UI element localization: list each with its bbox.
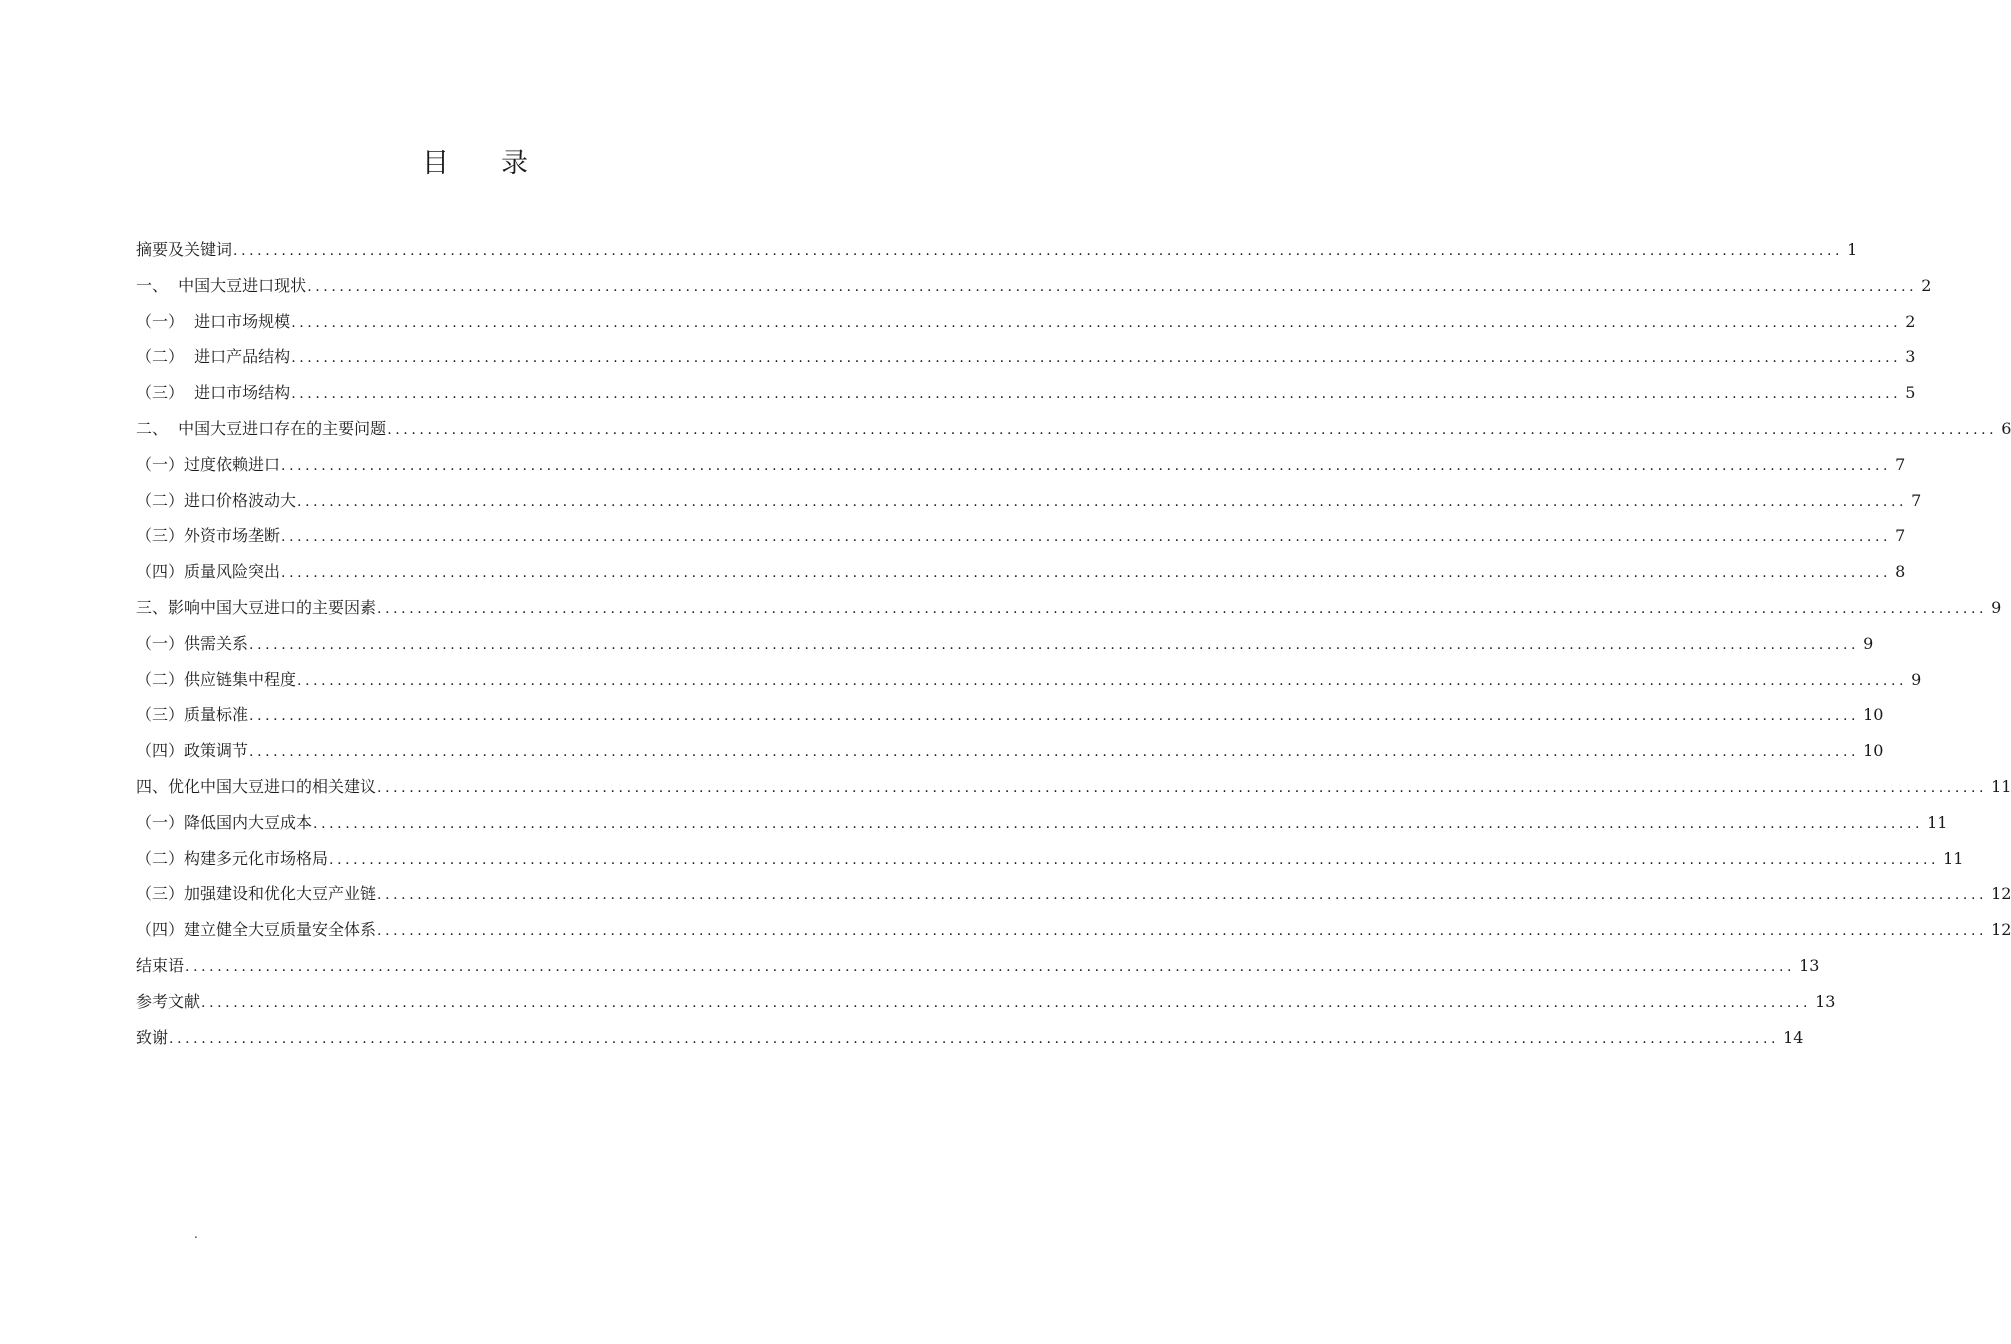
toc-page-number: 12 <box>1991 884 2011 904</box>
toc-entry[interactable] <box>136 304 1916 340</box>
toc-page-number: 9 <box>1911 669 1922 689</box>
toc-entry-label: 二、 中国大豆进口存在的主要问题 <box>136 418 387 438</box>
toc-entry-label: （二）构建多元化市场格局 <box>136 848 329 868</box>
toc-dot-leader: ........................................................................................................................................................................................................ <box>233 243 1844 259</box>
toc-entry-label: （三）外资市场垄断 <box>136 526 281 546</box>
table-of-contents <box>136 232 2011 1055</box>
toc-page-number: 10 <box>1863 741 1884 761</box>
toc-dot-leader: ........................................................................................................................................................................................................ <box>377 600 1988 617</box>
toc-entry-label: 结束语 <box>136 955 185 975</box>
toc-entry-label: （二） 进口产品结构 <box>136 347 291 367</box>
toc-page-number: 9 <box>1863 633 1874 653</box>
toc-dot-leader: ........................................................................................................................................................................................................ <box>291 350 1902 367</box>
toc-page-number: 13 <box>1815 991 1836 1011</box>
toc-entry-label: （一） 进口市场规模 <box>136 311 291 331</box>
toc-entry[interactable] <box>136 876 2011 912</box>
toc-entry[interactable] <box>136 805 1948 841</box>
toc-entry-label: （四）质量风险突出 <box>136 562 281 582</box>
toc-entry-label: （一）过度依赖进口 <box>136 454 281 474</box>
toc-entry-label: 摘要及关键词 <box>136 240 233 259</box>
toc-dot-leader: ........................................................................................................................................................................................................ <box>329 851 1940 868</box>
toc-entry[interactable] <box>136 339 1916 375</box>
toc-entry-label: （三）加强建设和优化大豆产业链 <box>136 884 377 904</box>
toc-dot-leader: ........................................................................................................................................................................................................ <box>249 636 1860 653</box>
toc-page-number: 8 <box>1895 562 1906 582</box>
toc-dot-leader: ........................................................................................................................................................................................................ <box>313 815 1924 832</box>
toc-entry-label: （一）供需关系 <box>136 633 249 653</box>
toc-dot-leader: ........................................................................................................................................................................................................ <box>281 529 1892 546</box>
page-title: 目录 <box>422 148 580 179</box>
toc-entry[interactable] <box>136 626 1874 662</box>
toc-page-number: 14 <box>1783 1027 1804 1047</box>
toc-page-number: 2 <box>1905 311 1916 331</box>
toc-entry[interactable] <box>136 518 1906 554</box>
toc-page-number: 2 <box>1921 275 1932 295</box>
toc-dot-leader: ........................................................................................................................................................................................................ <box>297 672 1908 689</box>
toc-dot-leader: ........................................................................................................................................................................................................ <box>297 493 1908 510</box>
toc-entry[interactable] <box>136 447 1906 483</box>
toc-page-number: 7 <box>1895 454 1906 474</box>
toc-dot-leader: ........................................................................................................................................................................................................ <box>281 457 1892 474</box>
toc-page-number: 5 <box>1905 383 1916 403</box>
toc-entry-label: （三） 进口市场结构 <box>136 383 291 403</box>
toc-dot-leader: ........................................................................................................................................................................................................ <box>377 779 1988 796</box>
toc-entry-label: （四）政策调节 <box>136 741 249 761</box>
footer-mark: . <box>194 1227 198 1241</box>
toc-page-number: 7 <box>1911 490 1922 510</box>
toc-dot-leader: ........................................................................................................................................................................................................ <box>185 958 1796 975</box>
toc-dot-leader: ........................................................................................................................................................................................................ <box>377 887 1988 904</box>
toc-dot-leader: ........................................................................................................................................................................................................ <box>291 386 1902 403</box>
toc-page-number: 1 <box>1847 240 1858 259</box>
toc-entry[interactable] <box>136 841 1964 877</box>
toc-entry-label: （四）建立健全大豆质量安全体系 <box>136 920 377 940</box>
toc-entry[interactable] <box>136 483 1922 519</box>
toc-entry-label: （二）进口价格波动大 <box>136 490 297 510</box>
toc-dot-leader: ........................................................................................................................................................................................................ <box>307 278 1918 295</box>
toc-entry[interactable] <box>136 733 1884 769</box>
toc-entry-label: 三、影响中国大豆进口的主要因素 <box>136 597 377 617</box>
toc-page-number: 10 <box>1863 705 1884 725</box>
toc-entry[interactable] <box>136 268 1932 304</box>
toc-entry[interactable] <box>136 554 1906 590</box>
toc-entry-label: 参考文献 <box>136 991 201 1011</box>
toc-entry[interactable] <box>136 411 2011 447</box>
toc-entry[interactable] <box>136 1020 1804 1056</box>
toc-dot-leader: ........................................................................................................................................................................................................ <box>387 421 1998 438</box>
toc-entry-label: （一）降低国内大豆成本 <box>136 812 313 832</box>
toc-entry[interactable] <box>136 912 2011 948</box>
toc-page-number: 11 <box>1991 776 2011 796</box>
toc-entry-label: 四、优化中国大豆进口的相关建议 <box>136 776 377 796</box>
toc-entry[interactable] <box>136 984 1836 1020</box>
toc-entry[interactable] <box>136 769 2011 805</box>
toc-page-number: 12 <box>1991 920 2011 940</box>
toc-page-number: 9 <box>1991 597 2002 617</box>
toc-entry[interactable] <box>136 375 1916 411</box>
toc-page-number: 3 <box>1905 347 1916 367</box>
toc-page-number: 13 <box>1799 955 1820 975</box>
toc-entry[interactable] <box>136 232 1858 268</box>
toc-dot-leader: ........................................................................................................................................................................................................ <box>281 565 1892 582</box>
toc-entry-label: 一、 中国大豆进口现状 <box>136 275 307 295</box>
toc-entry[interactable] <box>136 697 1884 733</box>
toc-dot-leader: ........................................................................................................................................................................................................ <box>249 708 1860 725</box>
toc-entry[interactable] <box>136 662 1922 698</box>
toc-entry-label: 致谢 <box>136 1027 169 1047</box>
toc-entry-label: （三）质量标准 <box>136 705 249 725</box>
toc-page-number: 7 <box>1895 526 1906 546</box>
toc-page-number: 11 <box>1927 812 1948 832</box>
toc-dot-leader: ........................................................................................................................................................................................................ <box>291 314 1902 331</box>
toc-page-number: 11 <box>1943 848 1964 868</box>
toc-entry[interactable] <box>136 948 1820 984</box>
toc-dot-leader: ........................................................................................................................................................................................................ <box>169 1030 1780 1047</box>
toc-entry-label: （二）供应链集中程度 <box>136 669 297 689</box>
toc-dot-leader: ........................................................................................................................................................................................................ <box>249 744 1860 761</box>
toc-page-number: 6 <box>2001 418 2011 438</box>
toc-entry[interactable] <box>136 590 2002 626</box>
toc-dot-leader: ........................................................................................................................................................................................................ <box>377 923 1988 940</box>
toc-dot-leader: ........................................................................................................................................................................................................ <box>201 994 1812 1011</box>
